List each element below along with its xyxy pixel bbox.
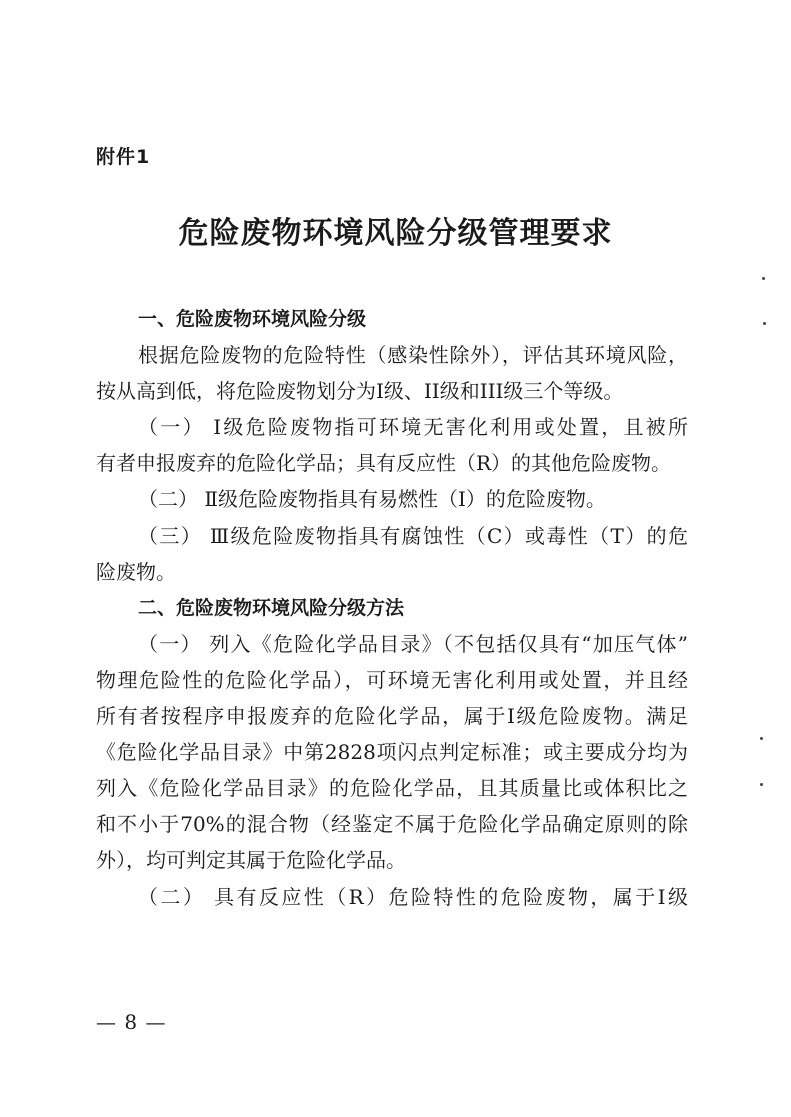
document-body <box>96 301 688 915</box>
paragraph-line: （二） Ⅱ级危险废物指具有易燃性（I）的危险废物。 <box>138 487 606 512</box>
attachment-label: 附件1 <box>96 146 151 168</box>
scan-speck <box>760 737 763 740</box>
paragraph-line: 《危险化学品目录》中第2828项闪点判定标准；或主要成分均为 <box>96 740 688 765</box>
paragraph-line: 和不小于70%的混合物（经鉴定不属于危险化学品确定原则的除 <box>96 812 688 837</box>
paragraph-line: 险废物。 <box>96 559 176 584</box>
paragraph-line: 按从高到低，将危险废物划分为I级、II级和III级三个等级。 <box>96 379 624 404</box>
page-number: — 8 — <box>96 1010 167 1034</box>
scan-speck <box>762 277 765 280</box>
scan-speck <box>763 322 766 325</box>
paragraph-line: 列入《危险化学品目录》的危险化学品，且其质量比或体积比之 <box>96 776 688 801</box>
paragraph-line: 外），均可判定其属于危险化学品。 <box>96 848 406 873</box>
section-heading-1: 一、危险废物环境风险分级 <box>138 308 367 330</box>
scan-speck <box>760 783 763 786</box>
document-title: 危险废物环境风险分级管理要求 <box>178 216 613 251</box>
paragraph-line: （二） 具有反应性（R）危险特性的危险废物，属于Ⅰ级 <box>138 884 688 909</box>
paragraph-line: 物理危险性的危险化学品），可环境无害化利用或处置，并且经 <box>96 667 688 692</box>
paragraph-line: （三） Ⅲ级危险废物指具有腐蚀性（C）或毒性（T）的危 <box>138 523 688 548</box>
paragraph-line: （一） Ⅰ级危险废物指可环境无害化利用或处置，且被所 <box>138 415 688 440</box>
section-heading-2: 二、危险废物环境风险分级方法 <box>138 596 405 619</box>
paragraph-line: 根据危险废物的危险特性（感染性除外），评估其环境风险， <box>138 343 688 368</box>
paragraph-line: （一） 列入《危险化学品目录》（不包括仅具有“加压气体” <box>138 631 688 656</box>
paragraph-line: 有者申报废弃的危险化学品；具有反应性（R）的其他危险废物。 <box>96 451 672 476</box>
paragraph-line: 所有者按程序申报废弃的危险化学品，属于Ⅰ级危险废物。满足 <box>96 704 688 729</box>
